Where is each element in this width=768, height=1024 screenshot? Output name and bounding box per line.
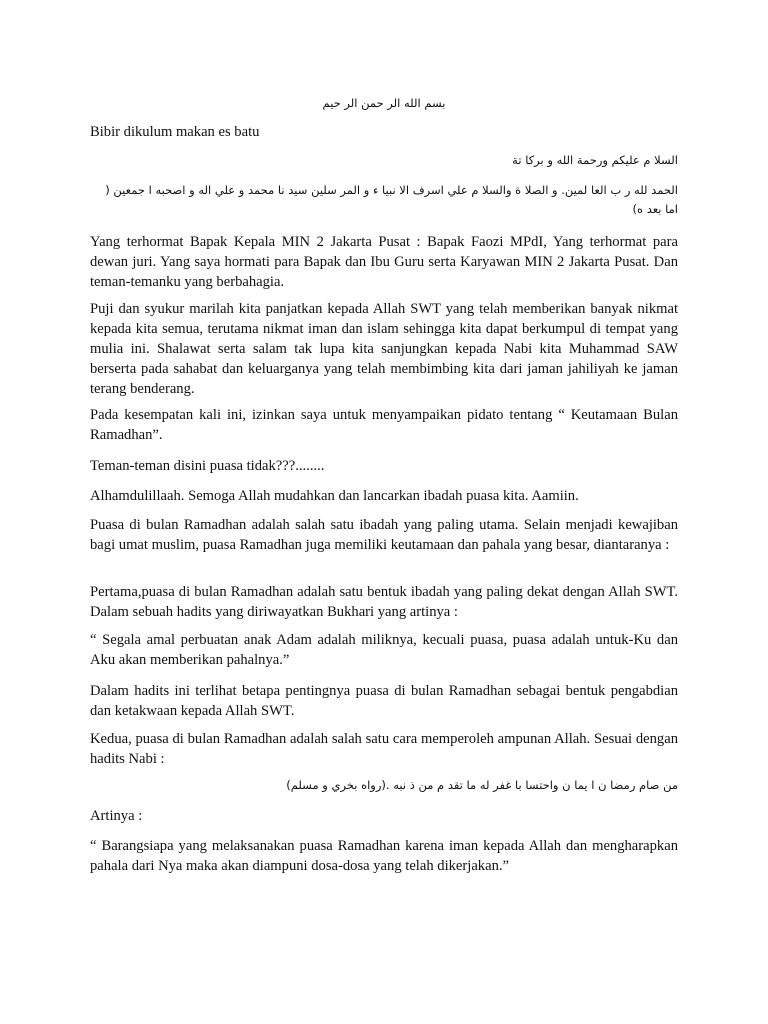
basmalah: بسم الله الر حمن الر حيم	[322, 96, 446, 110]
hadith-quote-paragraph: “ Segala amal perbuatan anak Adam adalah miliknya, kecuali puasa, puasa adalah untuk-Ku dan Aku akan memberikan pahalnya.”	[90, 632, 678, 668]
question-paragraph: Teman-teman disini puasa tidak???........	[90, 458, 325, 474]
artinya-label: Artinya :	[90, 808, 143, 824]
alhamdulillah-paragraph: Alhamdulillaah. Semoga Allah mudahkan dan lancarkan ibadah puasa kita. Aamiin.	[90, 488, 579, 504]
devotion-paragraph: Dalam hadits ini terlihat betapa pentingnya puasa di bulan Ramadhan sebagai bentuk pengabdian dan ketakwaan kepada Allah SWT.	[90, 683, 678, 719]
ramadhan-intro-paragraph: Puasa di bulan Ramadhan adalah salah satu ibadah yang paling utama. Selain menjadi kewajiban bagi umat muslim, puasa Ramadhan juga memiliki keutamaan dan pahala yang besar, diantaranya :	[90, 517, 678, 553]
translation-paragraph: “ Barangsiapa yang melaksanakan puasa Ramadhan karena iman kepada Allah dan mengharapkan pahala dari Nya maka akan diampuni dosa-dosa yang telah dikerjakan.”	[90, 838, 678, 874]
document-page	[90, 0, 678, 1024]
salam-arabic: السلا م عليكم ورحمة الله و بركا تة	[512, 153, 678, 167]
second-point-paragraph: Kedua, puasa di bulan Ramadhan adalah salah satu cara memperoleh ampunan Allah. Sesuai dengan hadits Nabi :	[90, 731, 678, 767]
hadith-arabic: من صام رمضا ن ا يما ن واحتسا با غفر له ما تقد م من ذ نبه .(رواه بخري و مسلم)	[286, 778, 678, 792]
opening-line: Bibir dikulum makan es batu	[90, 124, 260, 140]
topic-paragraph: Pada kesempatan kali ini, izinkan saya untuk menyampaikan pidato tentang “ Keutamaan Bulan Ramadhan”.	[90, 407, 678, 443]
greeting-paragraph: Yang terhormat Bapak Kepala MIN 2 Jakarta Pusat : Bapak Faozi MPdI, Yang terhormat para dewan juri. Yang saya hormati para Bapak dan Ibu Guru serta Karyawan MIN 2 Jakarta Pusat. Dan teman-temanku yang berbahagia.	[90, 234, 678, 290]
first-point-paragraph: Pertama,puasa di bulan Ramadhan adalah satu bentuk ibadah yang paling dekat dengan Allah SWT. Dalam sebuah hadits yang diriwayatkan Bukhari yang artinya :	[90, 584, 678, 620]
praise-paragraph: Puji dan syukur marilah kita panjatkan kepada Allah SWT yang telah memberikan banyak nikmat kepada kita semua, terutama nikmat iman dan islam sehingga kita dapat berkumpul di tempat yang mulia ini. Shalawat serta salam tak lupa kita sanjungkan kepada Nabi kita Muhammad SAW berserta pada sahabat dan keluarganya yang telah membimbing kita dari jaman jahiliyah ke jaman terang benderang.	[90, 301, 678, 397]
hamdalah-arabic: الحمد لله ر ب العا لمين. و الصلا ة والسلا م علي اسرف الا نبيا ء و المر سلين سيد نا محمد و علي اله و اصحبه ا جمعين ( اما بعد ه)	[105, 183, 678, 216]
